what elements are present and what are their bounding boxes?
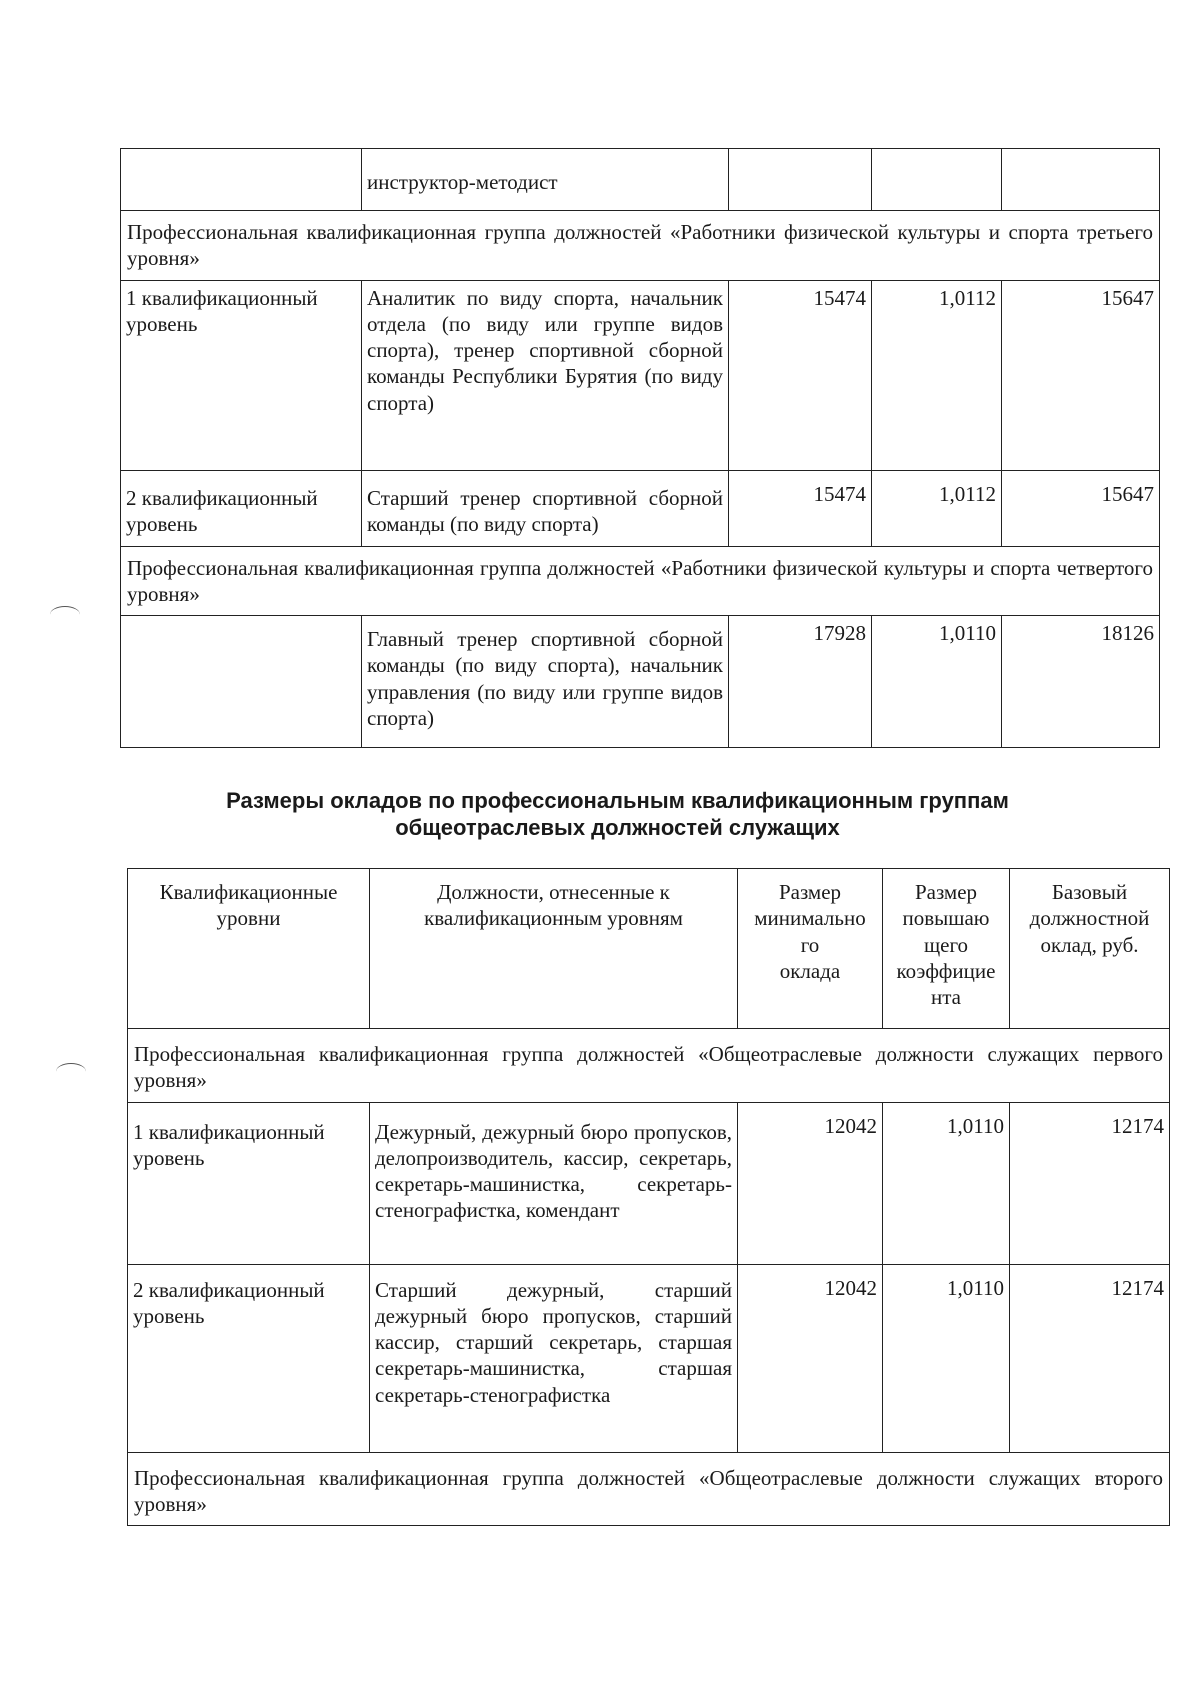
section-heading <box>150 788 1085 842</box>
table-row <box>128 1264 1170 1452</box>
coefficient-cell: 1,0110 <box>883 1102 1010 1264</box>
table-cell <box>1002 149 1160 211</box>
header-row <box>128 869 1170 1029</box>
header-base-salary: Базовый должностной оклад, руб. <box>1010 869 1170 1029</box>
level-cell: 1 квалификационный уровень <box>121 280 362 470</box>
scan-mark <box>56 1063 86 1080</box>
base-salary-cell: 15647 <box>1002 280 1160 470</box>
group-row <box>121 211 1160 281</box>
header-level: Квалификационные уровни <box>128 869 370 1029</box>
table-cell <box>872 149 1002 211</box>
min-salary-cell: 12042 <box>738 1102 883 1264</box>
position-cell: Дежурный, дежурный бюро пропусков, делопроизводитель, кассир, секретарь, секретарь-машинистка, секретарь-стенографистка, комендант <box>370 1102 738 1264</box>
group-title: Профессиональная квалификационная группа должностей «Общеотраслевые должности служащих второго уровня» <box>128 1452 1170 1526</box>
group-row <box>128 1029 1170 1103</box>
group-row <box>128 1452 1170 1526</box>
min-salary-cell: 15474 <box>729 470 872 546</box>
coefficient-cell: 1,0112 <box>872 280 1002 470</box>
header-position: Должности, отнесенные к квалификационным уровням <box>370 869 738 1029</box>
table-cell <box>121 149 362 211</box>
level-cell: 2 квалификационный уровень <box>128 1264 370 1452</box>
min-salary-cell: 12042 <box>738 1264 883 1452</box>
level-cell <box>121 616 362 748</box>
min-salary-cell: 17928 <box>729 616 872 748</box>
header-coefficient: Размер повышаю щего коэффицие нта <box>883 869 1010 1029</box>
base-salary-cell: 12174 <box>1010 1264 1170 1452</box>
base-salary-cell: 12174 <box>1010 1102 1170 1264</box>
scan-mark <box>50 606 80 623</box>
group-title: Профессиональная квалификационная группа должностей «Работники физической культуры и спорта третьего уровня» <box>121 211 1160 281</box>
coefficient-cell: 1,0112 <box>872 470 1002 546</box>
group-title: Профессиональная квалификационная группа должностей «Работники физической культуры и спорта четвертого уровня» <box>121 546 1160 616</box>
heading-line: общеотраслевых должностей служащих <box>395 814 840 840</box>
position-cell: Старший дежурный, старший дежурный бюро пропусков, старший кассир, старший секретарь, старшая секретарь-машинистка, старшая секретарь-стенографистка <box>370 1264 738 1452</box>
table-row <box>121 470 1160 546</box>
coefficient-cell: 1,0110 <box>883 1264 1010 1452</box>
position-cell: Главный тренер спортивной сборной команды (по виду спорта), начальник управления (по виду или группе видов спорта) <box>362 616 729 748</box>
level-cell: 2 квалификационный уровень <box>121 470 362 546</box>
table-row <box>128 1102 1170 1264</box>
min-salary-cell: 15474 <box>729 280 872 470</box>
table-row <box>121 149 1160 211</box>
base-salary-cell: 18126 <box>1002 616 1160 748</box>
base-salary-cell: 15647 <box>1002 470 1160 546</box>
heading-line: Размеры окладов по профессиональным квалификационным группам <box>226 788 1009 813</box>
table-row <box>121 280 1160 470</box>
position-cell: Старший тренер спортивной сборной команды (по виду спорта) <box>362 470 729 546</box>
level-cell: 1 квалификационный уровень <box>128 1102 370 1264</box>
group-title: Профессиональная квалификационная группа должностей «Общеотраслевые должности служащих первого уровня» <box>128 1029 1170 1103</box>
salary-table-sport <box>120 148 1160 748</box>
position-cell: инструктор-методист <box>362 149 729 211</box>
group-row <box>121 546 1160 616</box>
salary-table-general <box>127 868 1170 1526</box>
table-row <box>121 616 1160 748</box>
coefficient-cell: 1,0110 <box>872 616 1002 748</box>
position-cell: Аналитик по виду спорта, начальник отдела (по виду или группе видов спорта), тренер спортивной сборной команды Республики Бурятия (по виду спорта) <box>362 280 729 470</box>
table-cell <box>729 149 872 211</box>
header-min-salary: Размер минимально го оклада <box>738 869 883 1029</box>
